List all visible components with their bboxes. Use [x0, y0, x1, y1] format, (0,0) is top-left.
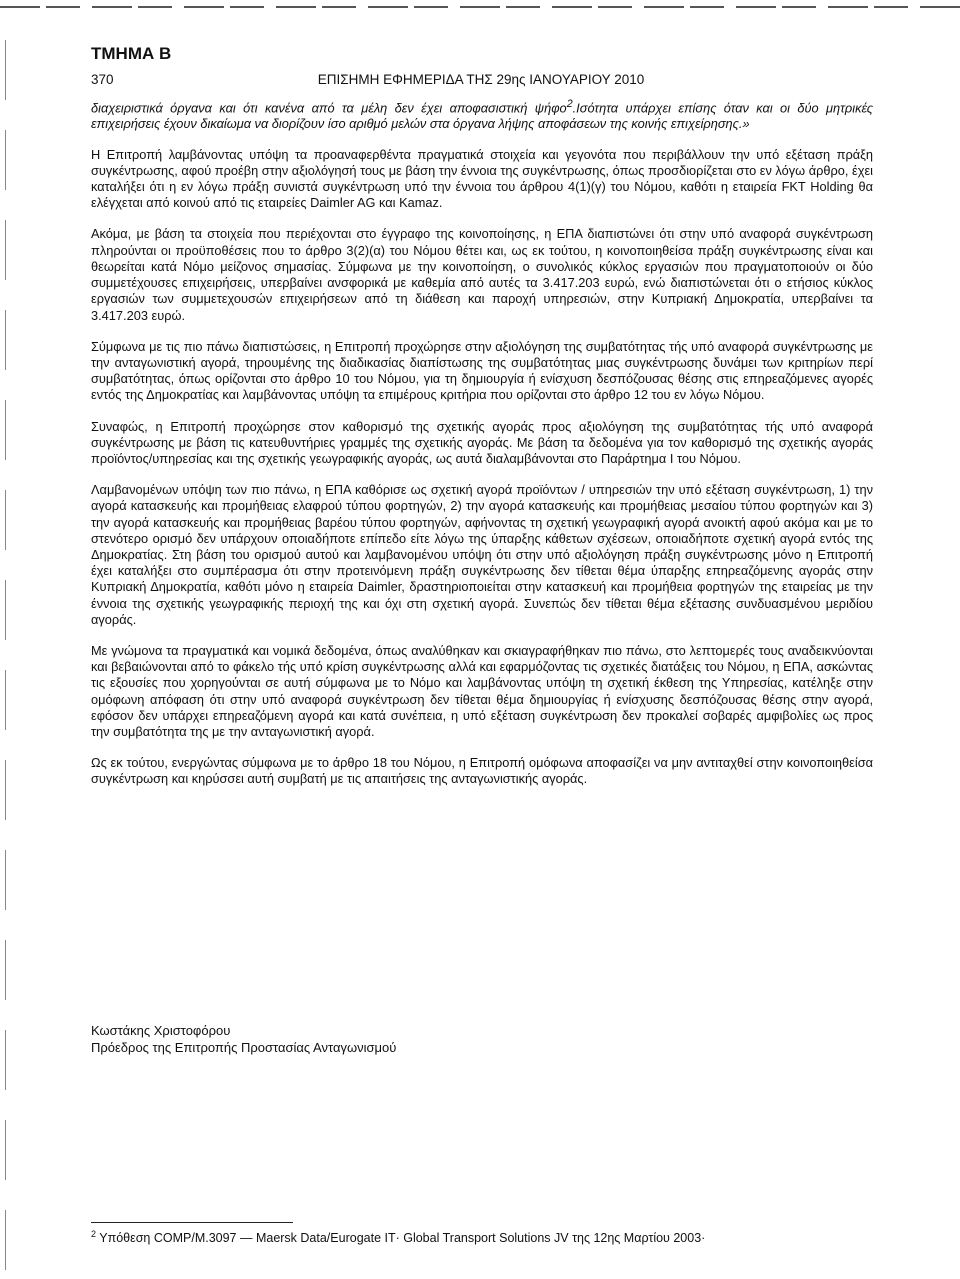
body-paragraph-6: Με γνώμονα τα πραγματικά και νομικά δεδομένα, όπως αναλύθηκαν και σκιαγραφήθηκαν πιο πάνω, στο λεπτομερές τους αναδεικνύονται και βεβαιώνονται από το φάκελο τής υπό κρίση συγκέντρωσης αλλά και εφαρμόζοντας τις σχετικές διατάξεις του Νόμου, η ΕΠΑ, ασκώντας τις εξουσίες που χορηγούνται σε αυτή σύμφωνα με το Νόμο και λαμβάνοντας υπόψη τη σχετική έκθεση της Υπηρεσίας, κατέληξε στην ομόφωνη απόφαση ότι στην υπό αναφορά συγκέντρωση δεν τίθεται θέμα δημιουργίας ή ενίσχυσης δεσπόζουσας θέσης στην αγορά, εφόσον δεν υπάρχει επηρεαζόμενη αγορά και κατά συνέπεια, η υπό εξέταση συγκέντρωση δεν προκαλεί σοβαρές αμφιβολίες ως προς την συμβατότητα της με την ανταγωνιστική αγορά.: [91, 642, 873, 739]
body-paragraph-2: Ακόμα, με βάση τα στοιχεία που περιέχονται στο έγγραφο της κοινοποίησης, η ΕΠΑ διαπιστώνει ότι στην υπό αναφορά συγκέντρωση πληρούνται οι προϋποθέσεις που το άρθρο 3(2)(α) του Νόμου θέτει και, ως εκ τούτου, η κοινοποιηθείσα πράξη συγκέντρωσης είναι και θεωρείται κατά Νόμο μείζονος σημασίας. Σύμφωνα με την κοινοποίηση, ο συνολικός κύκλος εργασιών που πραγματοποιούν οι δύο συμμετέχουσες επιχειρήσεις, υπερβαίνει ανσφορικά με καθεμία από αυτές τα 3.417.203 ευρώ, ενώ διαπιστώνεται ότι ο ετήσιος κύκλος εργασιών των συμμετεχουσών επιχειρήσεων από τη διάθεση και παροχή υπηρεσιών, στην Κυπριακή Δημοκρατία, υπερβαίνει τα 3.417.203 ευρώ.: [91, 226, 873, 323]
intro-text-before: διαχειριστικά όργανα και ότι κανένα από τα μέλη δεν έχει αποφασιστική ψήφο: [91, 100, 567, 116]
body-paragraph-4: Συναφώς, η Επιτροπή προχώρησε στον καθορισμό της σχετικής αγοράς προς αξιολόγηση της συμβατότητας τής υπό αναφορά συγκέντρωσης με βάση τις κατευθυντήριες γραμμές της σχετικής αγοράς. Με βάση τα δεδομένα για τον καθορισμό της σχετικής αγοράς προϊόντος/υπηρεσίας και της σχετικής γεωγραφικής αγοράς, ως αυτά διαλαμβάνονται στο Παράρτημα Ι του Νόμου.: [91, 418, 873, 466]
footnote-reference: 2: [566, 98, 573, 110]
document-body: [91, 96, 873, 803]
section-heading: ΤΜΗΜΑ Β: [91, 44, 172, 63]
body-paragraph-5: Λαμβανομένων υπόψη των πιο πάνω, η ΕΠΑ καθόρισε ως σχετική αγορά προϊόντων / υπηρεσιών την υπό εξέταση συγκέντρωση, 1) την αγορά κατασκευής και προμήθειας ελαφρού τύπου φορτηγών, 2) την αγορά κατασκευής και προμήθειας μεσαίου τύπου φορτηγών και 3) την αγορά κατασκευής και προμήθειας βαρέου τύπου φορτηγών, αφήνοντας τη σχετική γεωγραφική αγορά ανοικτή αφού ακόμα και με το στενότερο ορισμό δεν υπάρχουν οποιαδήποτε επίπεδο είτε λόγω της ύπαρξης κάθετων σχέσεων, οποιαδήποτε σχετική αγορά εντός της Δημοκρατίας. Στη βάση του ορισμού αυτού και λαμβανομένου υπόψη ότι στην υπό αξιολόγηση πράξη συγκέντρωσης μόνο η Επιτροπή έχει καταλήξει στο συμπέρασμα ότι στην προτεινόμενη πράξη συγκέντρωσης δεν τίθεται θέμα ύπαρξης επηρεαζόμενης αγοράς στην Κυπριακή Δημοκρατία, καθότι μόνο η εταιρεία Daimler, δραστηριοποιείται στην κατασκευή και προμήθεια φορτηγών της εταιρείας με την έννοια της σχετικής γεωγραφικής περιοχή της και όχι στη σχετική αγορά. Συνεπώς δεν τίθεται θέμα εξέτασης συνδυασμένου μεριδίου αγοράς.: [91, 482, 873, 627]
footnote-text: Υπόθεση COMP/M.3097 — Maersk Data/Eurogate IT· Global Transport Solutions JV της 12ης Μαρτίου 2003·: [99, 1231, 706, 1246]
body-paragraph-1: Η Επιτροπή λαμβάνοντας υπόψη τα προαναφερθέντα πραγματικά στοιχεία και γεγονότα που περιβάλλουν την υπό εξέταση πράξη συγκέντρωσης, αφού προέβη στην αξιολόγησή τους με βάση την έννοια της συγκέντρωσης, όπως προσδιορίζεται στο εν λόγω άρθρο, έχει καταλήξει ότι η εν λόγω πράξη συνιστά συγκέντρωση υπό την έννοια του άρθρου 4(1)(γ) του Νόμου, καθότι η εταιρεία FKT Holding θα ελέγχεται από κοινού από τις εταιρείες Daimler AG και Kamaz.: [91, 146, 873, 211]
body-paragraph-3: Σύμφωνα με τις πιο πάνω διαπιστώσεις, η Επιτροπή προχώρησε στην αξιολόγηση της συμβατότητας τής υπό αναφορά συγκέντρωσης με την ανταγωνιστική αγορά, τηρουμένης της διαδικασίας διαπίστωσης της συμβατότητας μιας συγκέντρωσης δυνάμει των κριτηρίων περί συμβατότητας, όπως ορίζονται στο άρθρο 10 του Νόμου, για τη δημιουργία ή ενίσχυση δεσπόζουσας θέσης στις επηρεαζόμενες αγορές εντός της Δημοκρατίας και λαμβάνοντας υπόψη τα επιμέρους κριτήρια που ορίζονται στο άρθρο 12 του εν λόγω Νόμου.: [91, 338, 873, 403]
scan-edge-left: [5, 40, 6, 1270]
signatory-title: Πρόεδρος της Επιτροπής Προστασίας Ανταγωνισμού: [91, 1040, 397, 1055]
scan-edge-top: [0, 6, 960, 8]
footnote: [91, 1229, 705, 1245]
footnote-number: 2: [91, 1229, 97, 1239]
body-paragraph-7: Ως εκ τούτου, ενεργώντας σύμφωνα με το άρθρο 18 του Νόμου, η Επιτροπή ομόφωνα αποφασίζει να μην αντιταχθεί στην κοινοποιηθείσα συγκέντρωση και κηρύσσει αυτή συμβατή με τις απαιτήσεις της ανταγωνιστικής αγοράς.: [91, 755, 873, 787]
signatory-name: Κωστάκης Χριστοφόρου: [91, 1023, 231, 1038]
signature-block: [91, 1022, 396, 1056]
page-number: 370: [91, 72, 114, 87]
intro-paragraph: [91, 96, 873, 133]
gazette-title: ΕΠΙΣΗΜΗ ΕΦΗΜΕΡΙΔΑ ΤΗΣ 29ης ΙΑΝΟΥΑΡΙΟΥ 2010: [317, 72, 645, 87]
footnote-rule: [91, 1222, 293, 1223]
intro-text-after: .Ισότητα υπάρχει επίσης όταν και οι δύο μητρικές επιχειρήσεις έχουν δικαίωμα να διορίζουν ίσο αριθμό μελών στα όργανα λήψης αποφάσεων της κοινής επιχείρησης.»: [91, 100, 873, 132]
